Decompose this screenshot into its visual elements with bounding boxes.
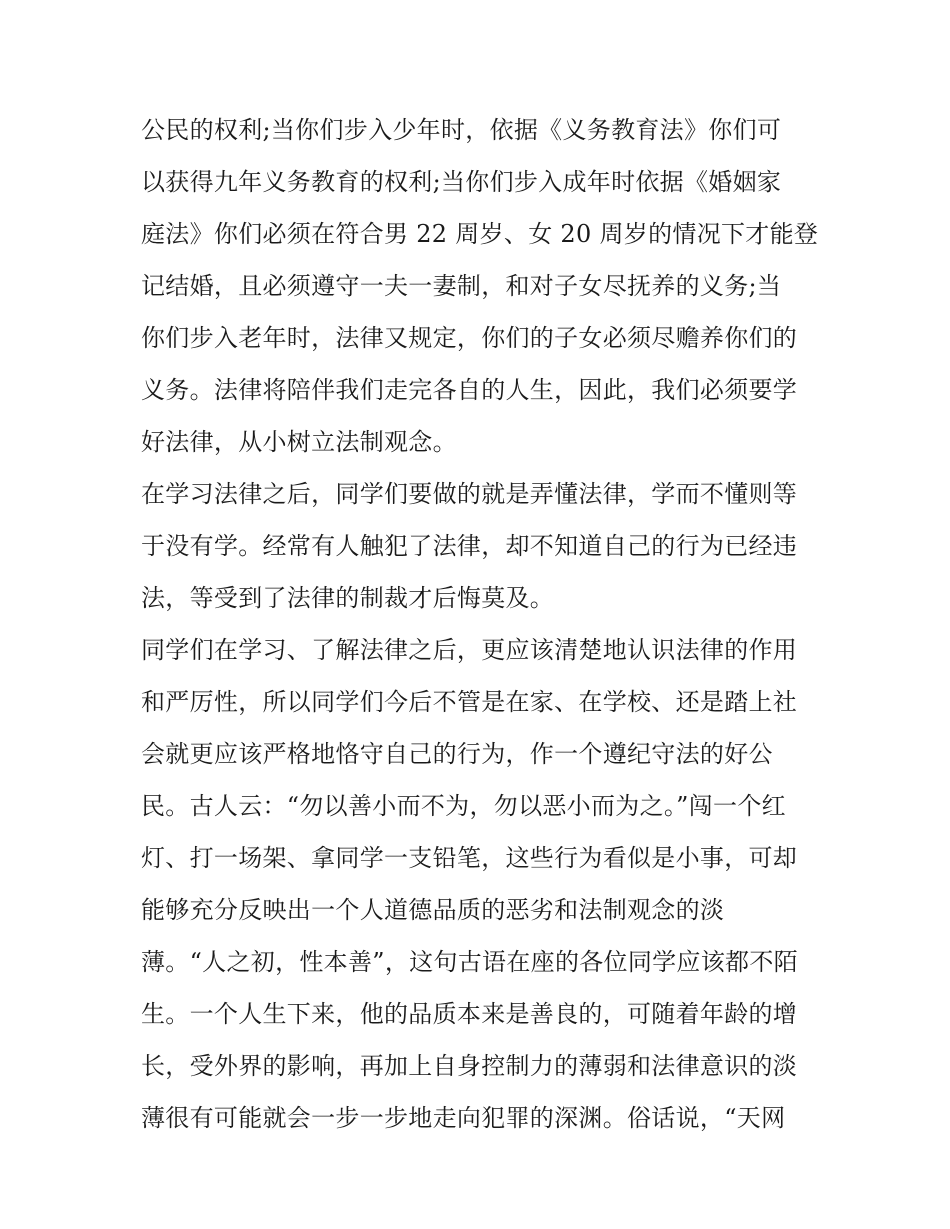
text-line-1: 公民的权利;当你们步入少年时，依据《义务教育法》你们可 — [141, 116, 782, 144]
text-line-20: 薄很有可能就会一步一步地走向犯罪的深渊。俗话说，“天网 — [141, 1104, 786, 1132]
text-line-16: 能够充分反映出一个人道德品质的恶劣和法制观念的淡 — [141, 896, 725, 924]
text-line-17: 薄。“人之初，性本善”，这句古语在座的各位同学应该都不陌 — [141, 948, 798, 976]
text-line-3: 庭法》你们必须在符合男 22 周岁、女 20 周岁的情况下才能登 — [141, 220, 819, 248]
text-line-14: 民。古人云：“勿以善小而不为，勿以恶小而为之。”闯一个红 — [141, 792, 786, 820]
text-line-4: 记结婚，且必须遵守一夫一妻制，和对子女尽抚养的义务;当 — [141, 272, 782, 300]
text-line-18: 生。一个人生下来，他的品质本来是善良的，可随着年龄的增 — [141, 1000, 798, 1028]
text-line-12: 和严厉性，所以同学们今后不管是在家、在学校、还是踏上社 — [141, 688, 798, 716]
text-line-9: 于没有学。经常有人触犯了法律，却不知道自己的行为已经违 — [141, 532, 798, 560]
text-line-15: 灯、打一场架、拿同学一支铅笔，这些行为看似是小事，可却 — [141, 844, 798, 872]
text-line-8: 在学习法律之后，同学们要做的就是弄懂法律，学而不懂则等 — [141, 480, 798, 508]
text-line-2: 以获得九年义务教育的权利;当你们步入成年时依据《婚姻家 — [141, 168, 782, 196]
text-line-13: 会就更应该严格地恪守自己的行为，作一个遵纪守法的好公 — [141, 740, 773, 768]
text-line-19: 长，受外界的影响，再加上自身控制力的薄弱和法律意识的淡 — [141, 1052, 798, 1080]
text-line-7: 好法律，从小树立法制观念。 — [141, 428, 457, 456]
text-line-6: 义务。法律将陪伴我们走完各自的人生，因此，我们必须要学 — [141, 376, 798, 404]
text-line-10: 法，等受到了法律的制裁才后悔莫及。 — [141, 584, 555, 612]
text-line-11: 同学们在学习、了解法律之后，更应该清楚地认识法律的作用 — [141, 636, 798, 664]
text-line-5: 你们步入老年时，法律又规定，你们的子女必须尽赡养你们的 — [141, 324, 798, 352]
